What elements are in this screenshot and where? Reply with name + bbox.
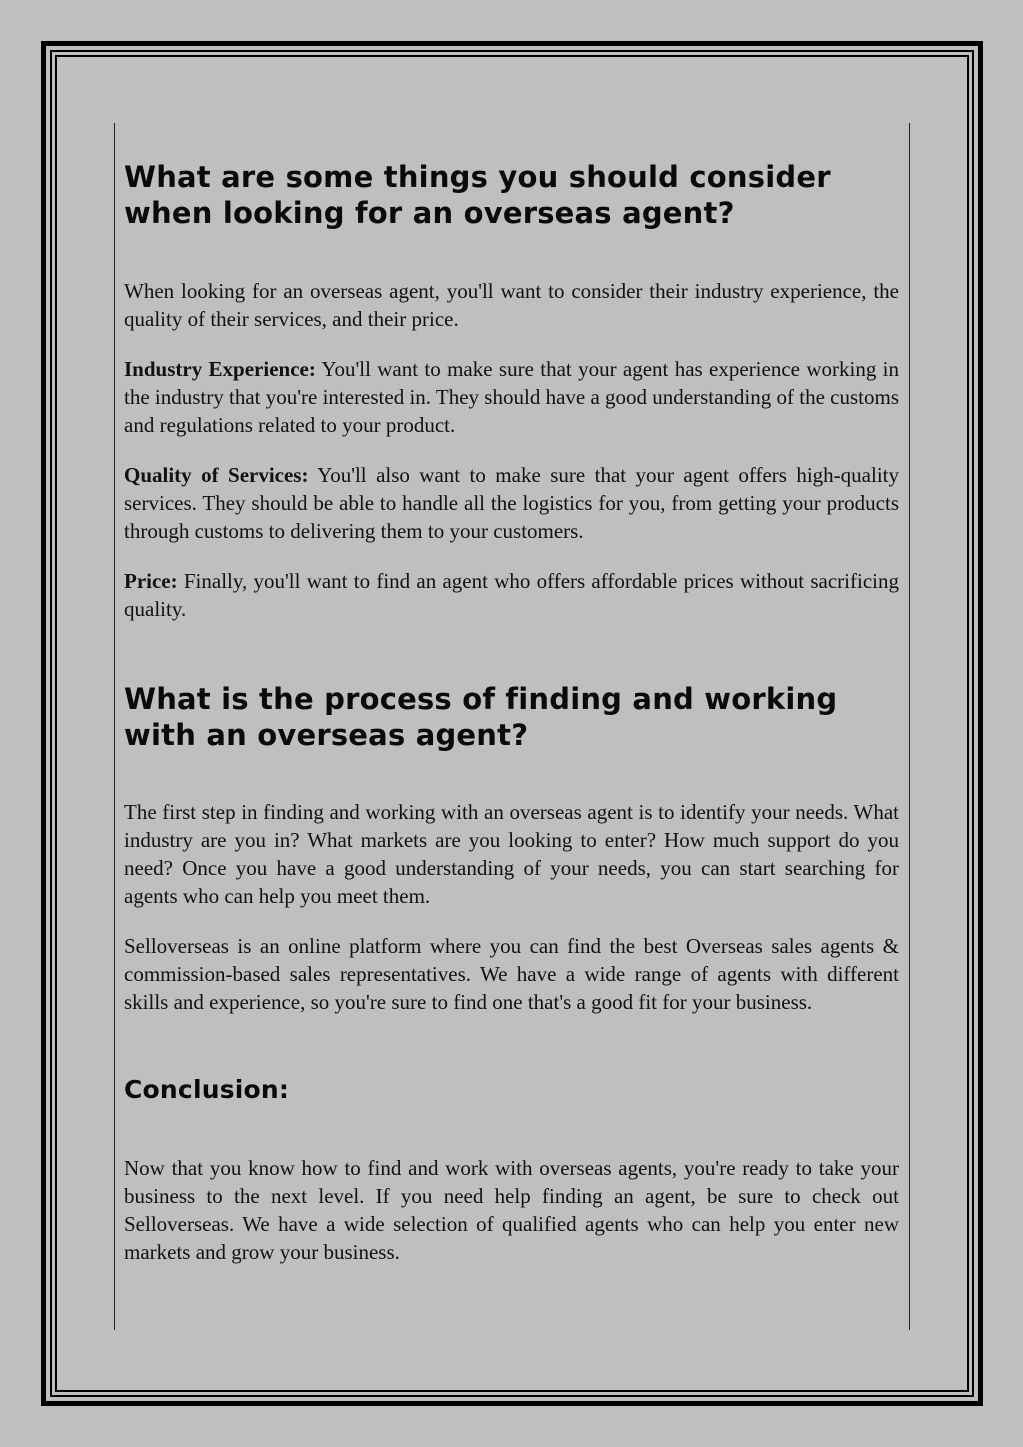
quality-of-services-label: Quality of Services:: [124, 463, 309, 487]
industry-experience-text: You'll want to make sure that your agent has experience working in the industry that you're interested in. They should have a good understanding of the customs and regulations related to your product.: [124, 357, 899, 437]
document-body: [124, 140, 899, 1266]
quality-of-services-paragraph: [124, 461, 899, 545]
quality-of-services-text: You'll also want to make sure that your agent offers high-quality services. They should be able to handle all the logistics for you, from getting your products through customs to delivering them to your customers.: [124, 463, 899, 543]
left-margin-rule: [114, 123, 115, 1330]
process-paragraph-2: Selloverseas is an online platform where you can find the best Overseas sales agents & commission-based sales representatives. We have a wide range of agents with different skills and experience, so you're sure to find one that's a good fit for your business.: [124, 934, 899, 1014]
industry-experience-paragraph: [124, 355, 899, 439]
section-heading-considerations: What are some things you should consider when looking for an overseas agent?: [124, 160, 831, 230]
price-text: Finally, you'll want to find an agent who offers affordable prices without sacrificing quality.: [124, 569, 899, 621]
intro-paragraph: When looking for an overseas agent, you'll want to consider their industry experience, the quality of their services, and their price.: [124, 279, 899, 331]
section-heading-process: What is the process of finding and working with an overseas agent?: [124, 682, 838, 752]
process-paragraph-1: The first step in finding and working with an overseas agent is to identify your needs. What industry are you in? What markets are you looking to enter? How much support do you need? Once you have a good understanding of your needs, you can start searching for agents who can help you meet them.: [124, 800, 899, 908]
price-paragraph: [124, 567, 899, 623]
industry-experience-label: Industry Experience:: [124, 357, 316, 381]
right-margin-rule: [909, 123, 910, 1330]
section-heading-conclusion: Conclusion:: [124, 1075, 290, 1104]
conclusion-paragraph: Now that you know how to find and work with overseas agents, you're ready to take your business to the next level. If you need help finding an agent, be sure to check out Selloverseas. We have a wide selection of qualified agents who can help you enter new markets and grow your business.: [124, 1156, 899, 1264]
price-label: Price:: [124, 569, 178, 593]
